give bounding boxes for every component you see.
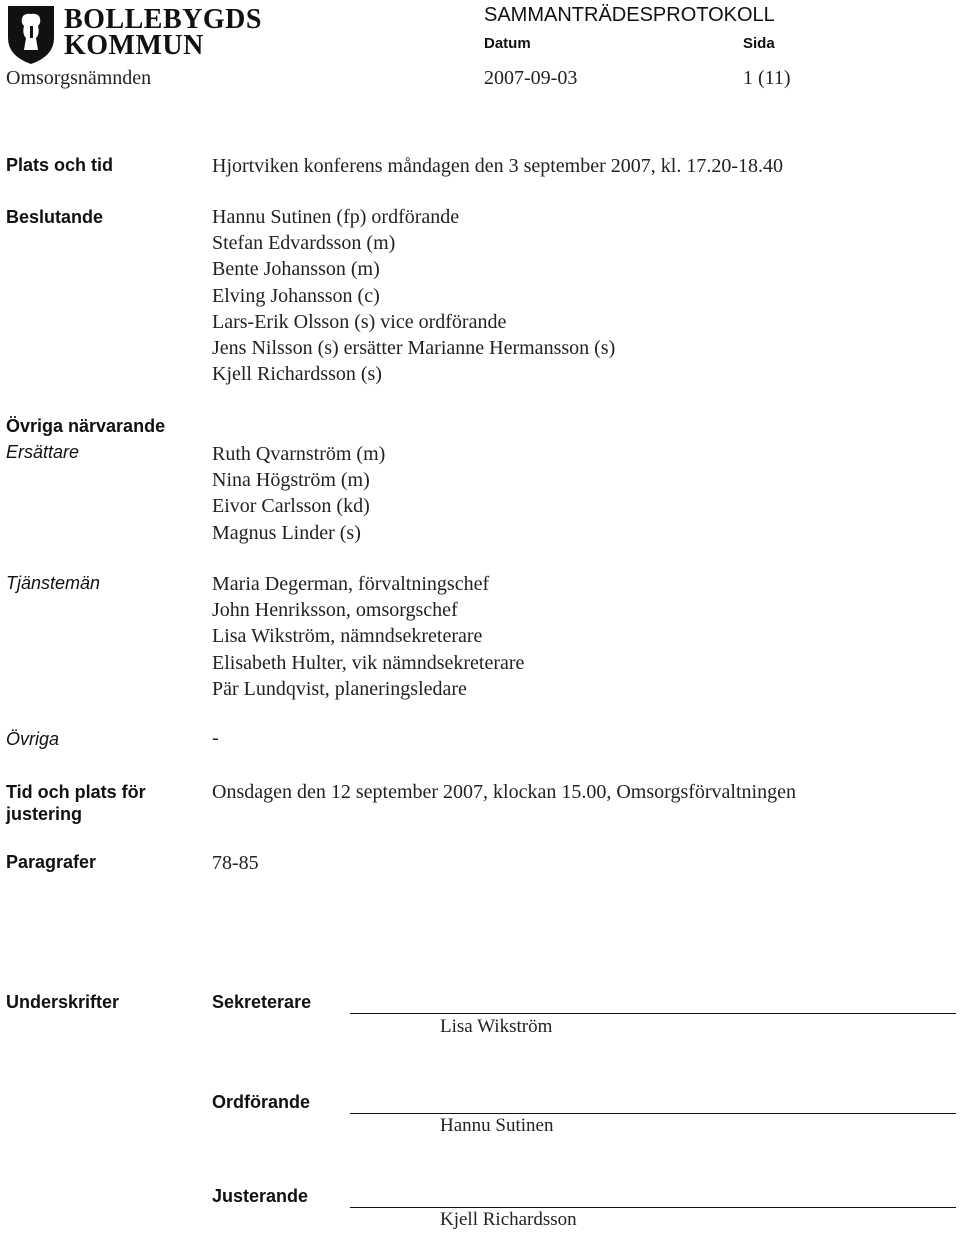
substitutes-list: [212, 441, 385, 546]
list-item: Hannu Sutinen (fp) ordförande: [212, 206, 460, 228]
chair-label: Ordförande: [212, 1092, 311, 1112]
list-item: Maria Degerman, förvaltningschef: [212, 573, 490, 595]
list-item: Elisabeth Hulter, vik nämndsekreterare: [212, 651, 525, 674]
list-item: Pär Lundqvist, planeringsledare: [212, 677, 467, 700]
adjuster-name: Kjell Richardsson: [440, 1209, 577, 1230]
municipality-logo: [6, 4, 56, 66]
list-item: Kjell Richardsson (s): [212, 363, 382, 386]
list-item: John Henriksson, omsorgschef: [212, 599, 458, 622]
others-present-label: Övriga närvarande: [6, 416, 166, 436]
place-time-label: Plats och tid: [6, 155, 114, 175]
deciding-list: [212, 204, 615, 387]
adjustment-value: Onsdagen den 12 september 2007, klockan 15.00, Omsorgsförvaltningen: [212, 781, 796, 803]
paragraphs-value: 78-85: [212, 852, 259, 874]
brand-name-line1: BOLLEBYGDS: [64, 4, 262, 35]
list-item: Jens Nilsson (s) ersätter Marianne Hermansson (s): [212, 337, 616, 360]
committee-name: Omsorgsnämnden: [6, 67, 152, 89]
list-item: Elving Johansson (c): [212, 284, 380, 307]
place-time-value: Hjortviken konferens måndagen den 3 september 2007, kl. 17.20-18.40: [212, 155, 783, 177]
brand-name-line2: KOMMUN: [64, 30, 204, 61]
paragraphs-label: Paragrafer: [6, 852, 97, 872]
adjustment-label: [6, 781, 146, 825]
deciding-label: Beslutande: [6, 207, 104, 227]
list-item: Stefan Edvardsson (m): [212, 232, 396, 255]
adjuster-label: Justerande: [212, 1186, 309, 1206]
meeting-date: 2007-09-03: [484, 67, 578, 89]
chair-name: Hannu Sutinen: [440, 1115, 554, 1136]
adjuster-signature-line: [350, 1207, 956, 1208]
list-item: Nina Högström (m): [212, 469, 370, 492]
list-item: Magnus Linder (s): [212, 521, 361, 544]
list-item: Lars-Erik Olsson (s) vice ordförande: [212, 310, 507, 333]
officials-label: Tjänstemän: [6, 573, 101, 593]
list-item: Eivor Carlsson (kd): [212, 495, 370, 518]
adjustment-label-line1: Tid och plats för: [6, 782, 146, 802]
secretary-name: Lisa Wikström: [440, 1016, 553, 1037]
list-item: Lisa Wikström, nämndsekreterare: [212, 625, 483, 648]
list-item: Ruth Qvarnström (m): [212, 443, 386, 465]
adjustment-label-line2: justering: [6, 804, 83, 824]
document-type: SAMMANTRÄDESPROTOKOLL: [484, 4, 775, 26]
page-label: Sida: [743, 35, 775, 52]
secretary-label: Sekreterare: [212, 992, 312, 1012]
chair-signature-line: [350, 1113, 956, 1114]
list-item: Bente Johansson (m): [212, 258, 380, 281]
secretary-signature-line: [350, 1013, 956, 1014]
others-value: -: [212, 727, 219, 749]
others-label: Övriga: [6, 729, 60, 749]
substitutes-label: Ersättare: [6, 442, 80, 462]
date-label: Datum: [484, 35, 531, 52]
officials-list: [212, 571, 524, 702]
coat-of-arms-icon: [6, 4, 56, 66]
page-number: 1 (11): [743, 67, 791, 89]
signatures-label: Underskrifter: [6, 992, 120, 1012]
